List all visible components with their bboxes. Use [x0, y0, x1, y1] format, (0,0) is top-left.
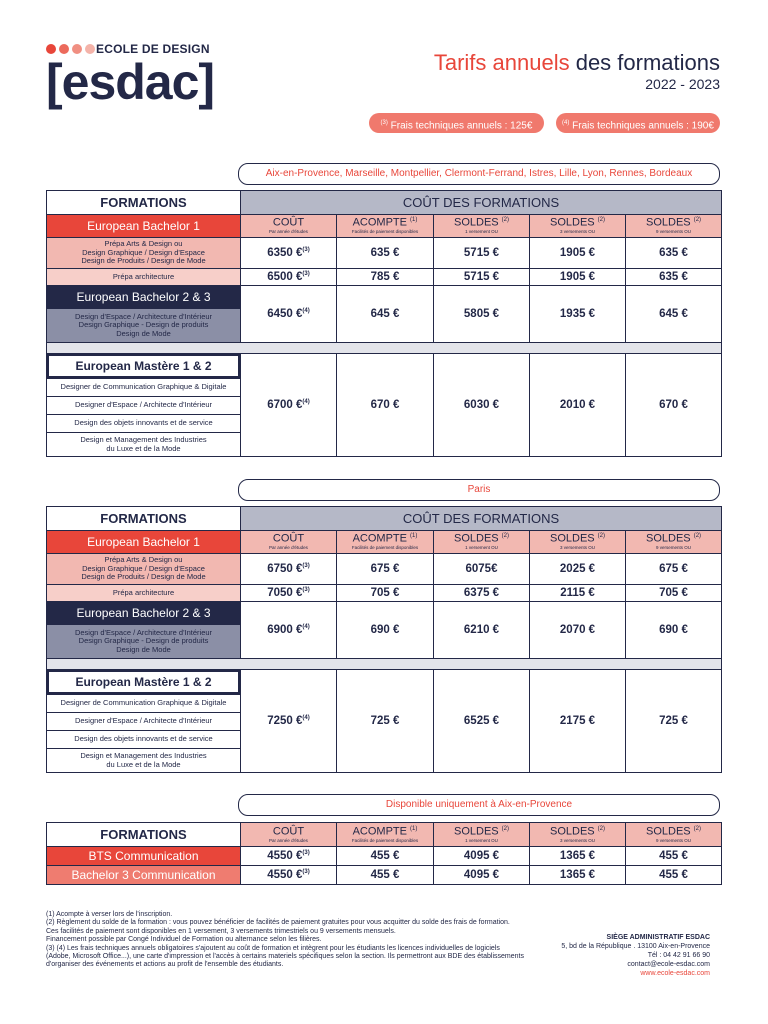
formations-header: FORMATIONS: [47, 507, 241, 531]
logo-dots: [46, 44, 95, 54]
table-row: [47, 866, 722, 885]
footnote: (1) Acompte à verser lors de l'inscription.: [46, 911, 173, 918]
cell-soldes-3: 1365 €: [530, 866, 626, 885]
cell-acompte: 675 €: [337, 554, 434, 585]
master-specialty: Design et Management des Industries du Luxe et de la Mode: [47, 433, 241, 457]
title-accent: Tarifs annuels: [433, 50, 570, 75]
formations-header: FORMATIONS: [47, 191, 241, 215]
cell-soldes-9: 705 €: [626, 585, 722, 602]
program-desc: Design d'Espace / Architecture d'Intérieur Design Graphique - Design de produits Design de Mode: [47, 625, 241, 659]
program-bachelor-3-communication: Bachelor 3 Communication: [47, 866, 241, 885]
cell-acompte: 635 €: [337, 238, 434, 269]
pricing-table: [46, 190, 722, 457]
master-specialty: Design des objets innovants et de service: [47, 731, 241, 749]
master-specialty: Design et Management des Industries du Luxe et de la Mode: [47, 749, 241, 773]
logo-school-name: ECOLE DE DESIGN: [96, 42, 210, 56]
program-desc: Prépa architecture: [47, 269, 241, 286]
col-header: SOLDES $^{(2)}$ 3 versements OU: [530, 531, 626, 554]
master-specialty: Design des objets innovants et de service: [47, 415, 241, 433]
col-header-soldes-1: SOLDES $^{(2)}$ 1 versement OU: [434, 823, 530, 847]
master-specialty: Designer d'Espace / Architecte d'Intérieur: [47, 713, 241, 731]
cell-soldes-3: 1935 €: [530, 286, 626, 343]
table-header-row: [47, 507, 722, 531]
pricing-table: [46, 506, 722, 773]
table-header-row: [47, 823, 722, 847]
cell-cout: 4550 €$^{(3)}$: [241, 866, 337, 885]
table-header-row: [47, 191, 722, 215]
table-row: [47, 531, 722, 554]
siege-phone: Tél : 04 42 91 66 90: [647, 952, 710, 959]
cell-soldes-9: 675 €: [626, 554, 722, 585]
table-row: [47, 585, 722, 602]
cell-acompte: 705 €: [337, 585, 434, 602]
program-desc: Prépa Arts & Design ou Design Graphique / Design d'Espace Design de Produits / Design de Mode: [47, 554, 241, 585]
cell-acompte: 455 €: [337, 866, 434, 885]
cell-soldes-3: 1905 €: [530, 269, 626, 286]
logo-wordmark: [esdac]: [46, 54, 215, 110]
table-row: [47, 554, 722, 585]
cell-soldes-9: 690 €: [626, 602, 722, 659]
table-row: [47, 847, 722, 866]
col-header-soldes-3: SOLDES $^{(2)}$ 3 versements OU: [530, 823, 626, 847]
cell-soldes-3: 2175 €: [530, 670, 626, 773]
esdac-logo: [46, 42, 226, 112]
cell-acompte: 690 €: [337, 602, 434, 659]
cell-acompte: 785 €: [337, 269, 434, 286]
cell-soldes-1: 6030 €: [434, 354, 530, 457]
siege-email[interactable]: contact@ecole-esdac.com: [627, 961, 710, 968]
cell-soldes-3: 2115 €: [530, 585, 626, 602]
program-desc: Prépa architecture: [47, 585, 241, 602]
program-desc: Design d'Espace / Architecture d'Intérieur Design Graphique - Design de produits Design de Mode: [47, 309, 241, 343]
col-header: SOLDES $^{(2)}$ 9 versements OU: [626, 215, 722, 238]
cell-soldes-3: 1905 €: [530, 238, 626, 269]
title-year: 2022 - 2023: [645, 76, 720, 92]
col-header: ACOMPTE $^{(1)}$ Facilités de paiement disponibles: [337, 215, 434, 238]
program-desc: Prépa Arts & Design ou Design Graphique / Design d'Espace Design de Produits / Design de Mode: [47, 238, 241, 269]
cell-soldes-1: 6210 €: [434, 602, 530, 659]
col-header-cout: COÛT Par année d'études: [241, 823, 337, 847]
cell-soldes-1: 4095 €: [434, 847, 530, 866]
cell-cout: 6900 €$^{(4)}$: [241, 602, 337, 659]
cell-soldes-1: 5805 €: [434, 286, 530, 343]
cell-soldes-3: 2070 €: [530, 602, 626, 659]
cell-cout: 6350 €$^{(3)}$: [241, 238, 337, 269]
cell-soldes-1: 6375 €: [434, 585, 530, 602]
col-header: SOLDES $^{(2)}$ 3 versements OU: [530, 215, 626, 238]
cell-soldes-9: 455 €: [626, 847, 722, 866]
table-row: [47, 269, 722, 286]
col-header: SOLDES $^{(2)}$ 1 versement OU: [434, 215, 530, 238]
col-header: SOLDES $^{(2)}$ 1 versement OU: [434, 531, 530, 554]
cell-soldes-3: 2025 €: [530, 554, 626, 585]
table-row: [47, 670, 722, 695]
footnotes: [46, 911, 526, 970]
cell-soldes-3: 1365 €: [530, 847, 626, 866]
cell-soldes-1: 4095 €: [434, 866, 530, 885]
pricing-table-aix-only: [46, 822, 722, 885]
master-specialty: Designer de Communication Graphique & Digitale: [47, 695, 241, 713]
table-gap: [47, 343, 722, 354]
fee-badge-4: $^{(4)}$ Frais techniques annuels : 190€: [556, 113, 720, 133]
siege-website[interactable]: www.ecole-esdac.com: [640, 970, 710, 977]
master-specialty: Designer de Communication Graphique & Digitale: [47, 379, 241, 397]
siege-address: 5, bd de la République . 13100 Aix-en-Provence: [561, 943, 710, 950]
col-header: COÛT Par année d'études: [241, 531, 337, 554]
cell-cout: 6450 €$^{(4)}$: [241, 286, 337, 343]
cell-soldes-9: 455 €: [626, 866, 722, 885]
program-european-mastere-1-2: European Mastère 1 & 2: [47, 354, 241, 379]
footnote: (2) Règlement du solde de la formation : vous pouvez bénéficier de facilités de paiement gratuites pour vous acquitter du solde des frais de formation.: [46, 919, 510, 927]
cell-soldes-9: 635 €: [626, 238, 722, 269]
cell-soldes-3: 2010 €: [530, 354, 626, 457]
cell-acompte: 670 €: [337, 354, 434, 457]
location-pill: Aix-en-Provence, Marseille, Montpellier, Clermont-Ferrand, Istres, Lille, Lyon, Rennes, Bordeaux: [238, 163, 720, 185]
cell-cout: 4550 €$^{(3)}$: [241, 847, 337, 866]
cell-cout: 7250 €$^{(4)}$: [241, 670, 337, 773]
fee-badge-3: $^{(3)}$ Frais techniques annuels : 125€: [369, 113, 544, 133]
col-header: ACOMPTE $^{(1)}$ Facilités de paiement disponibles: [337, 531, 434, 554]
page-title: [434, 50, 720, 76]
cell-soldes-1: 5715 €: [434, 269, 530, 286]
siege-title: SIÈGE ADMINISTRATIF ESDAC: [606, 934, 710, 941]
cost-header: COÛT DES FORMATIONS: [241, 191, 722, 215]
footnote: Ces facilités de paiement sont disponibles en 1 versement, 3 versements trimestriels ou 9 versements mensuels.: [46, 927, 396, 935]
cell-acompte: 725 €: [337, 670, 434, 773]
cell-acompte: 645 €: [337, 286, 434, 343]
program-european-mastere-1-2: European Mastère 1 & 2: [47, 670, 241, 695]
location-pill: Paris: [238, 479, 720, 501]
table-row: [47, 238, 722, 269]
table-row: [47, 602, 722, 625]
cell-soldes-9: 725 €: [626, 670, 722, 773]
location-pill-aix-only: Disponible uniquement à Aix-en-Provence: [238, 794, 720, 816]
siege-block: [510, 933, 710, 978]
table-row: [47, 354, 722, 379]
cell-cout: 7050 €$^{(3)}$: [241, 585, 337, 602]
col-header: SOLDES $^{(2)}$ 9 versements OU: [626, 531, 722, 554]
cell-acompte: 455 €: [337, 847, 434, 866]
program-european-bachelor-1: European Bachelor 1: [47, 531, 241, 554]
table-row: [47, 215, 722, 238]
program-european-bachelor-2-3: European Bachelor 2 & 3: [47, 602, 241, 625]
program-european-bachelor-1: European Bachelor 1: [47, 215, 241, 238]
cell-soldes-1: 6525 €: [434, 670, 530, 773]
cell-soldes-9: 635 €: [626, 269, 722, 286]
table-gap: [47, 659, 722, 670]
col-header-soldes-9: SOLDES $^{(2)}$ 9 versements OU: [626, 823, 722, 847]
cell-soldes-9: 670 €: [626, 354, 722, 457]
cell-soldes-1: 5715 €: [434, 238, 530, 269]
formations-header: FORMATIONS: [47, 823, 241, 847]
cell-soldes-9: 645 €: [626, 286, 722, 343]
col-header-acompte: ACOMPTE $^{(1)}$ Facilités de paiement disponibles: [337, 823, 434, 847]
cell-cout: 6500 €$^{(3)}$: [241, 269, 337, 286]
program-bts-communication: BTS Communication: [47, 847, 241, 866]
table-row: [47, 286, 722, 309]
title-rest: des formations: [569, 50, 720, 75]
footnote: (3) (4) Les frais techniques annuels obligatoires s'ajoutent au coût de formation et intègrent pour les étudiants les licences individuelles de logiciels (Adobe, Microsoft Office...), une carte d'impression et l'accès à certains materiels spécifiques selon la section. Ils permettront aux BDE des établissements d'organiser des événements et actions au profit de l'ensemble des étudiants.: [46, 944, 524, 969]
program-european-bachelor-2-3: European Bachelor 2 & 3: [47, 286, 241, 309]
col-header: COÛT Par année d'études: [241, 215, 337, 238]
cell-cout: 6750 €$^{(3)}$: [241, 554, 337, 585]
cell-soldes-1: 6075€: [434, 554, 530, 585]
cost-header: COÛT DES FORMATIONS: [241, 507, 722, 531]
cell-cout: 6700 €$^{(4)}$: [241, 354, 337, 457]
footnote: Financement possible par Congé Individuel de Formation ou alternance selon les filières.: [46, 936, 322, 944]
master-specialty: Designer d'Espace / Architecte d'Intérieur: [47, 397, 241, 415]
